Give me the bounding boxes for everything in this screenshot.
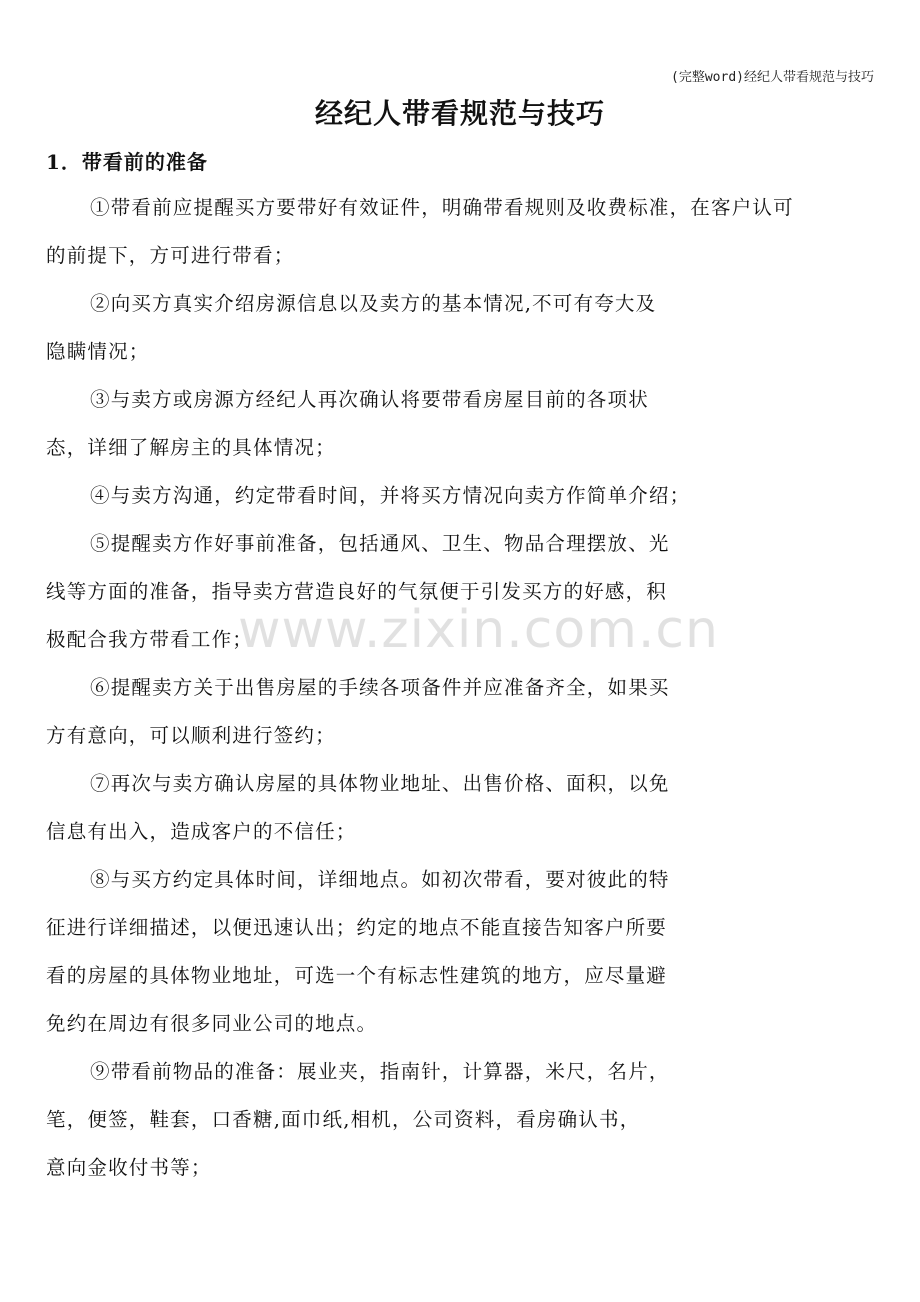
- watermark: www.zixin.com.cn: [238, 600, 719, 660]
- document-title: 经纪人带看规范与技巧: [314, 97, 605, 130]
- section-heading: 1．带看前的准备: [46, 150, 208, 174]
- paragraph-line: ⑤提醒卖方作好事前准备，包括通风、卫生、物品合理摆放、光: [90, 532, 670, 555]
- paragraph-line: ⑨带看前物品的准备：展业夹，指南针，计算器，米尺，名片，: [90, 1060, 670, 1083]
- paragraph-line: 征进行详细描述，以便迅速认出；约定的地点不能直接告知客户所要: [46, 916, 668, 939]
- paragraph-line: ⑦再次与卖方确认房屋的具体物业地址、出售价格、面积，以免: [90, 772, 670, 795]
- paragraph-line: 信息有出入，造成客户的不信任；: [46, 820, 357, 843]
- paragraph-line: 态，详细了解房主的具体情况；: [46, 436, 336, 459]
- paragraph-line: ②向买方真实介绍房源信息以及卖方的基本情况,不可有夸大及: [90, 292, 657, 315]
- paragraph-line: 隐瞒情况；: [46, 340, 150, 363]
- paragraph-line: 免约在周边有很多同业公司的地点。: [46, 1012, 378, 1035]
- paragraph-line: 看的房屋的具体物业地址，可选一个有标志性建筑的地方，应尽量避: [46, 964, 668, 987]
- paragraph-line: 的前提下，方可进行带看；: [46, 244, 295, 267]
- paragraph-line: 笔，便签，鞋套，口香糖,面巾纸,相机，公司资料，看房确认书，: [46, 1108, 641, 1131]
- paragraph-line: ⑧与买方约定具体时间，详细地点。如初次带看，要对彼此的特: [90, 868, 670, 891]
- paragraph-line: 意向金收付书等；: [46, 1156, 212, 1179]
- paragraph-line: 极配合我方带看工作；: [46, 628, 254, 651]
- paragraph-line: 线等方面的准备，指导卖方营造良好的气氛便于引发买方的好感，积: [46, 580, 668, 603]
- running-header: (完整word)经纪人带看规范与技巧: [671, 70, 874, 85]
- paragraph-line: ⑥提醒卖方关于出售房屋的手续各项备件并应准备齐全，如果买: [90, 676, 670, 699]
- paragraph-line: 方有意向，可以顺利进行签约；: [46, 724, 336, 747]
- paragraph-line: ④与卖方沟通，约定带看时间，并将买方情况向卖方作简单介绍；: [90, 484, 691, 507]
- paragraph-line: ③与卖方或房源方经纪人再次确认将要带看房屋目前的各项状: [90, 388, 649, 411]
- paragraph-line: ①带看前应提醒买方要带好有效证件，明确带看规则及收费标准，在客户认可: [90, 196, 794, 219]
